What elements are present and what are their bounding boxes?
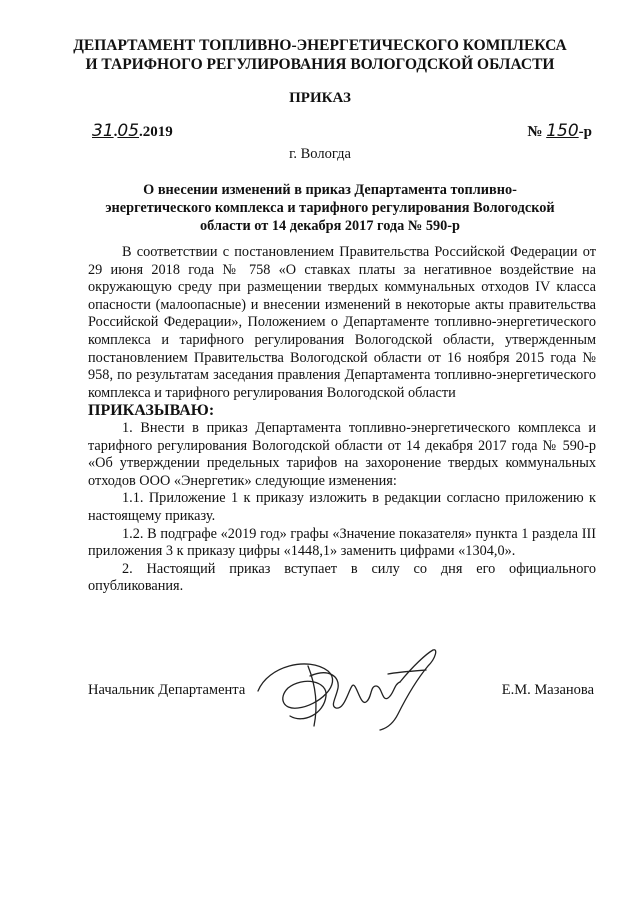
handwritten-signature xyxy=(248,636,448,736)
date-year: .2019 xyxy=(139,124,173,140)
number-value: 150 xyxy=(546,121,579,141)
date-month: 05 xyxy=(117,121,140,141)
item-1-1: 1.1. Приложение 1 к приказу изложить в редакции согласно приложению к настоящему приказу. xyxy=(88,490,596,524)
preamble-paragraph: В соответствии с постановлением Правительства Российской Федерации от 29 июня 2018 года № 758 «О ставках платы за негативное воздействие на окружающую среду при размещении твердых коммунальных отходов IV класса опасности (малоопасные) и внесении изменений в некоторые акты правительства Российской Федерации», Положением о Департаменте топливно-энергетического комплекса и тарифного регулирования Вологодской области, утвержденным постановлением Правительства Вологодской области от 16 ноября 2015 года № 958, по результатам заседания правления Департамента топливно-энергетического комплекса и тарифного регулирования Вологодской области xyxy=(88,244,596,401)
document-body xyxy=(88,244,596,596)
document-date xyxy=(92,121,173,141)
document-city: г. Вологда xyxy=(289,146,351,162)
signatory-name: Е.М. Мазанова xyxy=(501,682,594,698)
subject-line-2: энергетического комплекса и тарифного регулирования Вологодской xyxy=(105,200,555,216)
header-line-1: ДЕПАРТАМЕНТ ТОПЛИВНО-ЭНЕРГЕТИЧЕСКОГО КОМПЛЕКСА xyxy=(73,37,567,54)
document-number xyxy=(527,121,592,141)
number-suffix: -р xyxy=(578,124,592,140)
document-subject xyxy=(100,181,560,235)
date-sep: . xyxy=(113,124,118,140)
item-2: 2. Настоящий приказ вступает в силу со дня его официального опубликования. xyxy=(88,560,596,595)
subject-line-1: О внесении изменений в приказ Департамента топливно- xyxy=(143,182,517,198)
signatory-position: Начальник Департамента xyxy=(88,682,246,698)
number-prefix: № xyxy=(527,124,547,140)
subject-line-3: области от 14 декабря 2017 года № 590-р xyxy=(200,218,460,234)
item-1-2: 1.2. В подграфе «2019 год» графы «Значение показателя» пункта 1 раздела III приложения 3 к приказу цифры «1448,1» заменить цифрами «1304,0». xyxy=(88,525,596,560)
header-line-2: И ТАРИФНОГО РЕГУЛИРОВАНИЯ ВОЛОГОДСКОЙ ОБЛАСТИ xyxy=(85,56,555,73)
department-header xyxy=(60,36,580,74)
date-day: 31 xyxy=(92,121,114,141)
item-1: 1. Внести в приказ Департамента топливно-энергетического комплекса и тарифного регулирования Вологодской области от 14 декабря 2017 года № 590-р «Об утверждении предельных тарифов на захоронение твердых коммунальных отходов ООО «Энергетик» следующие изменения: xyxy=(88,419,596,489)
order-word: ПРИКАЗЫВАЮ: xyxy=(88,402,215,420)
document-type: ПРИКАЗ xyxy=(289,90,351,106)
